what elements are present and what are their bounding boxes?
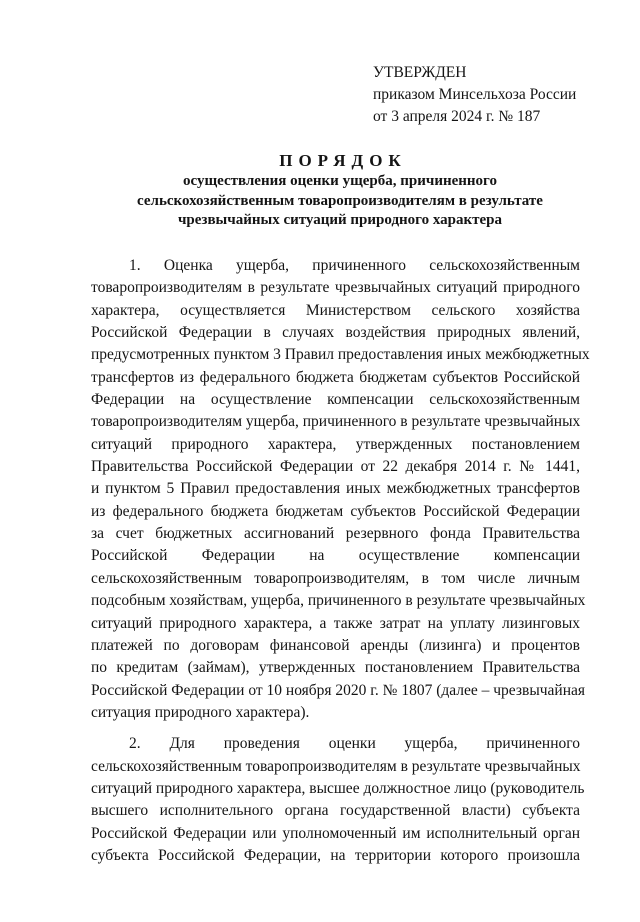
text-line: по кредитам (займам), утвержденных постановлением Правительства	[91, 659, 580, 677]
text-line: ситуаций природного характера, утвержденных постановлением	[91, 435, 580, 453]
text-line: и пунктом 5 Правил предоставления иных межбюджетных трансфертов	[91, 480, 580, 498]
text-line: высшего исполнительного органа государственной власти) субъекта	[91, 802, 580, 820]
document-heading: ПОРЯДОК	[279, 151, 407, 170]
text-line: Российской Федерации в случаях воздействия природных явлений,	[91, 324, 580, 342]
text-line: ситуаций природного характера, а также затрат на уплату лизинговых	[91, 614, 580, 632]
text-line: из федерального бюджета бюджетам субъектов Российской Федерации	[91, 502, 580, 520]
text-line: Российской Федерации от 10 ноября 2020 г. № 1807 (далее – чрезвычайная	[91, 681, 586, 699]
text-line: подсобным хозяйствам, ущерба, причиненного в результате чрезвычайных	[91, 592, 586, 610]
document-title	[80, 150, 600, 231]
subtitle-line: чрезвычайных ситуаций природного характера	[177, 212, 503, 228]
paragraph-1	[91, 255, 590, 724]
text-line: 1. Оценка ущерба, причиненного сельскохозяйственным	[129, 257, 580, 274]
text-line: Российской Федерации или уполномоченный им исполнительный орган	[91, 824, 580, 842]
subtitle-line: осуществления оценки ущерба, причиненного	[182, 173, 497, 189]
approval-date: от 3 апреля 2024 г. № 187	[373, 108, 541, 125]
text-line: ситуаций природного характера, высшее должностное лицо (руководитель	[91, 779, 585, 797]
text-line: сельскохозяйственным товаропроизводителям, в том числе личным	[91, 569, 580, 587]
approval-order: приказом Минсельхоза России	[373, 86, 577, 103]
document-body	[91, 255, 590, 867]
text-line: субъекта Российской Федерации, на территории которого произошла	[91, 846, 580, 864]
text-line: товаропроизводителям в результате чрезвычайных ситуаций природного	[91, 279, 580, 297]
text-line: Российской Федерации на осуществление компенсации	[91, 547, 580, 565]
approval-title: УТВЕРЖДЕН	[373, 64, 467, 81]
text-line: ситуация природного характера).	[91, 703, 310, 721]
text-line: товаропроизводителям ущерба, причиненного в результате чрезвычайных	[91, 413, 581, 431]
paragraph-spacer	[91, 724, 580, 733]
text-line: трансфертов из федерального бюджета бюджетам субъектов Российской	[91, 368, 580, 386]
text-line: платежей по договорам финансовой аренды (лизинга) и процентов	[91, 636, 580, 654]
approval-stamp	[373, 62, 576, 128]
text-line: предусмотренных пунктом 3 Правил предоставления иных межбюджетных	[91, 346, 590, 364]
text-line: Правительства Российской Федерации от 22 декабря 2014 г. № 1441,	[91, 458, 580, 476]
text-line: сельскохозяйственным товаропроизводителям в результате чрезвычайных	[91, 757, 581, 775]
subtitle-line: сельскохозяйственным товаропроизводителям в результате	[137, 192, 543, 209]
text-line: Федерации на осуществление компенсации сельскохозяйственным	[91, 391, 580, 409]
text-line: за счет бюджетных ассигнований резервного фонда Правительства	[91, 525, 580, 543]
paragraph-2	[91, 733, 585, 867]
text-line: характера, осуществляется Министерством сельского хозяйства	[91, 301, 580, 319]
text-line: 2. Для проведения оценки ущерба, причиненного	[129, 735, 580, 753]
